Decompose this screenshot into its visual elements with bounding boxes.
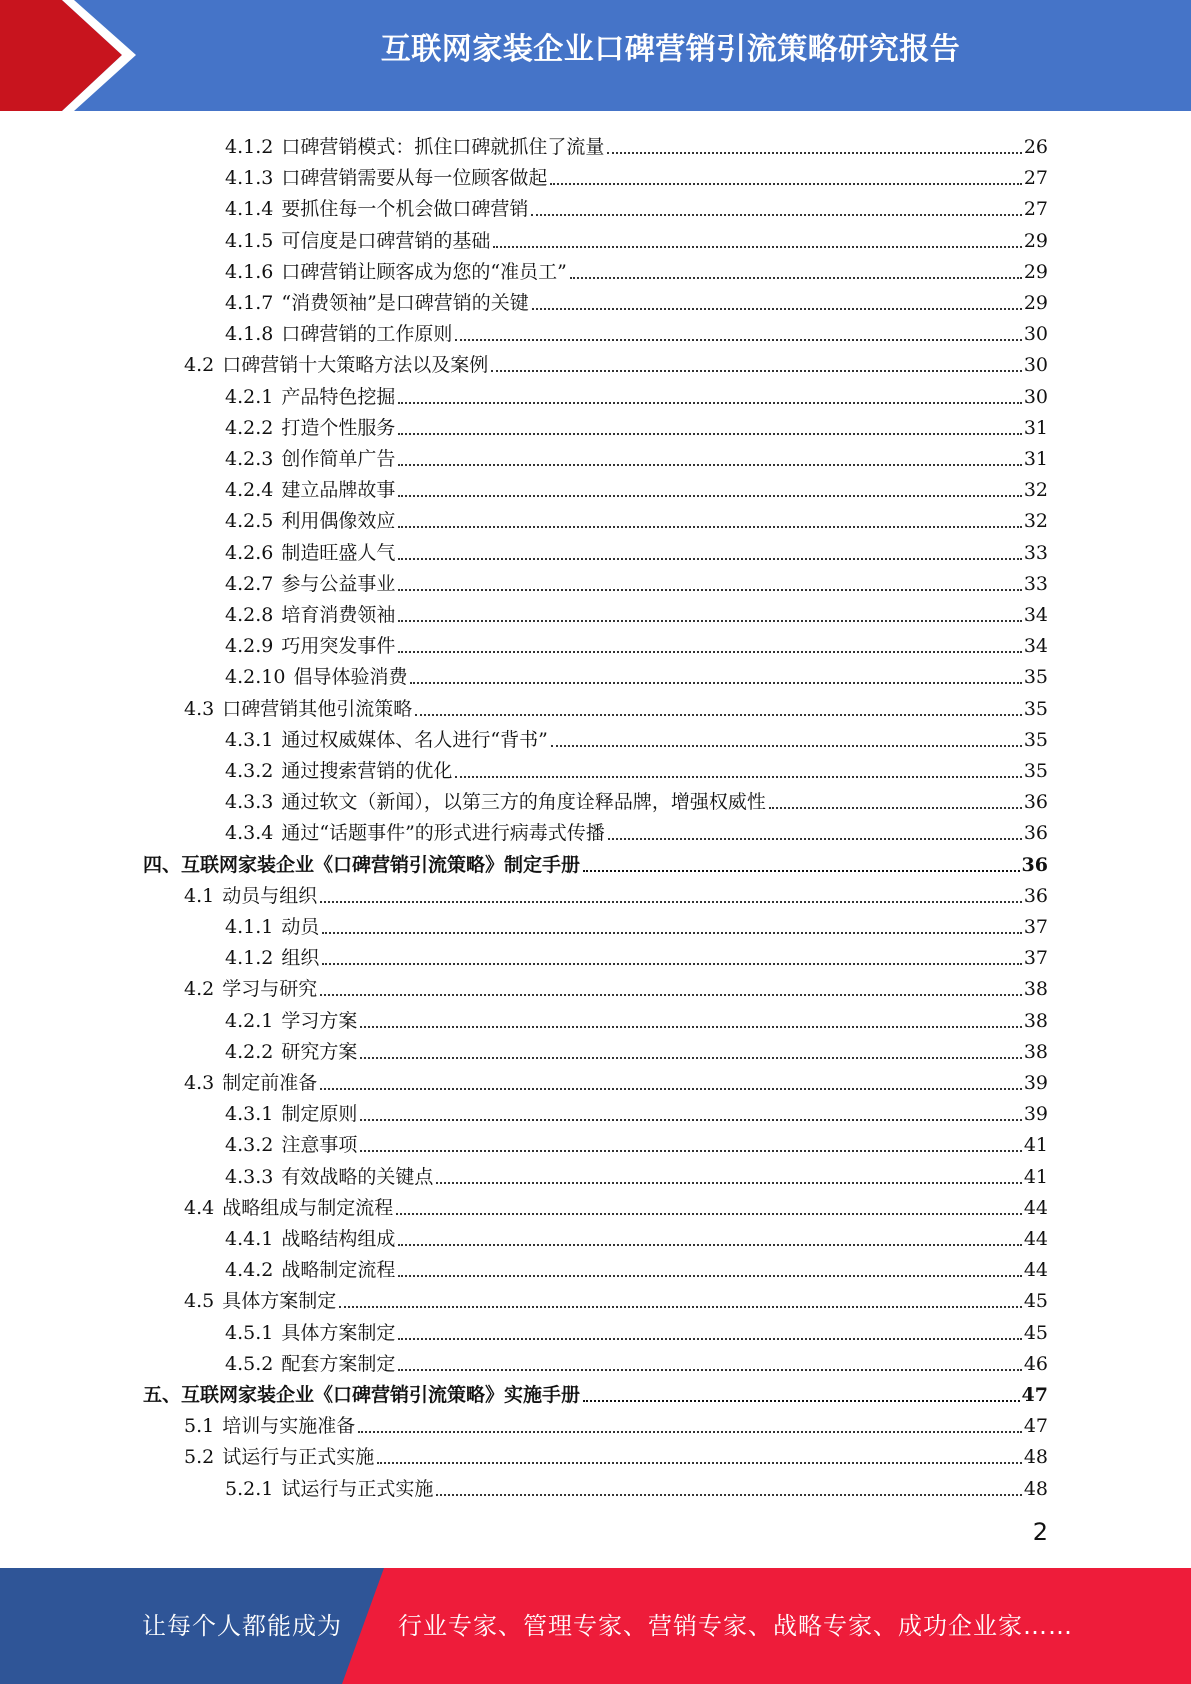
toc-entry-page: 34 xyxy=(1023,635,1048,658)
toc-entry-page: 36 xyxy=(1023,822,1048,845)
toc-entry-title: 学习与研究 xyxy=(222,978,318,1001)
toc-entry-number: 4.2.2 xyxy=(225,416,274,439)
toc-dot-leader xyxy=(531,214,1021,216)
toc-entry-number: 4.3.1 xyxy=(225,1103,274,1126)
toc-entry[interactable] xyxy=(225,253,1048,284)
toc-entry-page: 44 xyxy=(1023,1228,1048,1250)
toc-entry-title: 注意事项 xyxy=(281,1134,358,1157)
toc-entry[interactable] xyxy=(184,877,1048,908)
toc-entry[interactable] xyxy=(225,627,1048,658)
toc-entry[interactable] xyxy=(225,565,1048,596)
toc-dot-leader xyxy=(320,901,1022,903)
toc-entry-title: 战略组成与制定流程 xyxy=(222,1196,394,1219)
toc-entry-number: 5.2.1 xyxy=(225,1477,274,1500)
toc-entry-title: 口碑营销十大策略方法以及案例 xyxy=(222,354,489,377)
toc-entry[interactable] xyxy=(184,1064,1048,1095)
toc-entry-number: 4.3.2 xyxy=(225,1134,274,1157)
toc-entry-title: 动员 xyxy=(281,916,320,938)
toc-entry[interactable] xyxy=(225,502,1048,533)
toc-dot-leader xyxy=(398,620,1021,622)
toc-dot-leader xyxy=(398,402,1021,404)
toc-entry-page: 30 xyxy=(1023,354,1048,377)
toc-entry-title: 利用偶像效应 xyxy=(281,510,396,533)
toc-entry-title: 具体方案制定 xyxy=(281,1321,396,1344)
toc-entry-number: 4.2.8 xyxy=(225,604,274,626)
toc-dot-leader xyxy=(398,558,1021,560)
toc-entry[interactable] xyxy=(225,596,1048,627)
toc-entry-title: 口碑营销其他引流策略 xyxy=(222,697,413,720)
toc-dot-leader xyxy=(583,1400,1020,1402)
toc-entry-title: 口碑营销让顾客成为您的“准员工” xyxy=(281,260,567,283)
toc-entry-title: 打造个性服务 xyxy=(281,416,396,439)
footer-slogan-left: 让每个人都能成为 xyxy=(142,1612,342,1640)
toc-dot-leader xyxy=(551,745,1022,747)
toc-entry[interactable] xyxy=(225,783,1048,814)
toc-entry-number: 4.5 xyxy=(184,1290,215,1313)
toc-entry[interactable] xyxy=(225,534,1048,565)
toc-entry[interactable] xyxy=(225,128,1048,159)
toc-entry-page: 32 xyxy=(1023,510,1048,533)
toc-entry-page: 48 xyxy=(1023,1446,1048,1469)
toc-entry-title: 研究方案 xyxy=(281,1040,358,1063)
toc-entry-page: 38 xyxy=(1023,1040,1048,1063)
toc-dot-leader xyxy=(455,339,1021,341)
toc-dot-leader xyxy=(398,433,1021,435)
toc-entry[interactable] xyxy=(184,346,1048,377)
toc-entry-page: 30 xyxy=(1023,385,1048,408)
toc-entry-title: 试运行与正式实施 xyxy=(222,1446,375,1469)
toc-entry-title: 制定原则 xyxy=(281,1103,358,1126)
toc-entry[interactable] xyxy=(225,1002,1048,1033)
toc-dot-leader xyxy=(570,277,1022,279)
toc-dot-leader xyxy=(491,370,1022,372)
toc-entry[interactable] xyxy=(225,752,1048,783)
toc-dot-leader xyxy=(398,651,1021,653)
toc-dot-leader xyxy=(339,1306,1022,1308)
toc-entry-number: 4.1.7 xyxy=(225,292,274,314)
toc-entry-page: 37 xyxy=(1023,916,1048,938)
toc-dot-leader xyxy=(320,994,1022,996)
toc-entry[interactable] xyxy=(225,222,1048,253)
toc-entry[interactable] xyxy=(225,1345,1048,1376)
toc-entry[interactable] xyxy=(225,1126,1048,1157)
toc-entry-page: 33 xyxy=(1023,572,1048,595)
toc-dot-leader xyxy=(398,1244,1021,1246)
header-arrow-decoration xyxy=(0,0,150,111)
toc-dot-leader xyxy=(377,1462,1022,1464)
toc-entry-number: 4.3.1 xyxy=(225,728,274,751)
toc-entry-page: 29 xyxy=(1023,260,1048,283)
toc-dot-leader xyxy=(398,464,1021,466)
toc-dot-leader xyxy=(398,1369,1021,1371)
page-header xyxy=(0,0,1191,111)
toc-entry-page: 34 xyxy=(1023,604,1048,626)
toc-entry-number: 4.1.6 xyxy=(225,260,274,283)
toc-entry-title: 要抓住每一个机会做口碑营销 xyxy=(281,198,529,221)
toc-entry-page: 38 xyxy=(1023,978,1048,1001)
toc-entry[interactable] xyxy=(225,378,1048,409)
toc-entry-number: 4.1.5 xyxy=(225,229,274,252)
toc-entry-number: 4.3.2 xyxy=(225,760,274,782)
toc-entry[interactable] xyxy=(225,1095,1048,1126)
toc-entry-number: 4.1 xyxy=(184,884,215,907)
toc-entry-number: 4.2.3 xyxy=(225,448,274,470)
toc-dot-leader xyxy=(436,1494,1021,1496)
toc-entry[interactable] xyxy=(225,1314,1048,1345)
toc-entry-number: 4.1.2 xyxy=(225,947,274,970)
toc-entry[interactable] xyxy=(225,1470,1048,1501)
toc-entry-page: 29 xyxy=(1023,292,1048,314)
toc-entry[interactable] xyxy=(225,409,1048,440)
toc-entry-title: 通过搜索营销的优化 xyxy=(281,760,453,782)
toc-entry-page: 37 xyxy=(1023,947,1048,970)
toc-entry-title: 创作简单广告 xyxy=(281,448,396,470)
toc-entry-number: 4.2.1 xyxy=(225,385,274,408)
toc-dot-leader xyxy=(322,932,1021,934)
toc-entry-title: 具体方案制定 xyxy=(222,1290,337,1313)
toc-entry-page: 45 xyxy=(1023,1290,1048,1313)
toc-entry-title: 制定前准备 xyxy=(222,1072,318,1094)
toc-entry-number: 4.3 xyxy=(184,697,215,720)
toc-entry-number: 4.5.2 xyxy=(225,1352,274,1375)
toc-entry-number: 4.2.9 xyxy=(225,635,274,658)
toc-entry-title: 可信度是口碑营销的基础 xyxy=(281,229,491,252)
toc-entry[interactable] xyxy=(225,814,1048,845)
toc-dot-leader xyxy=(398,589,1021,591)
toc-entry[interactable] xyxy=(184,1282,1048,1313)
toc-entry-title: 五、互联网家装企业《口碑营销引流策略》实施手册 xyxy=(143,1384,581,1406)
toc-entry-number: 4.2.6 xyxy=(225,541,274,564)
toc-entry-number: 4.2.4 xyxy=(225,479,274,502)
toc-entry-page: 36 xyxy=(1023,884,1048,907)
toc-dot-leader xyxy=(436,1182,1021,1184)
toc-entry-number: 4.4.1 xyxy=(225,1228,274,1250)
toc-entry[interactable] xyxy=(143,1376,1048,1407)
toc-entry-title: 口碑营销的工作原则 xyxy=(281,323,453,346)
toc-entry-number: 4.3.3 xyxy=(225,791,274,814)
toc-entry-page: 39 xyxy=(1023,1103,1048,1126)
toc-entry-page: 35 xyxy=(1023,728,1048,751)
toc-entry-title: 试运行与正式实施 xyxy=(281,1477,434,1500)
toc-entry[interactable] xyxy=(225,159,1048,190)
toc-entry-page: 36 xyxy=(1023,791,1048,814)
toc-entry-page: 38 xyxy=(1023,1009,1048,1032)
toc-entry-title: 四、互联网家装企业《口碑营销引流策略》制定手册 xyxy=(143,853,581,876)
toc-dot-leader xyxy=(360,1150,1021,1152)
toc-entry-page: 45 xyxy=(1023,1321,1048,1344)
toc-entry-title: 倡导体验消费 xyxy=(293,666,408,689)
toc-entry[interactable] xyxy=(184,1189,1048,1220)
page-footer xyxy=(0,1568,1191,1684)
toc-entry[interactable] xyxy=(225,1158,1048,1189)
toc-dot-leader xyxy=(493,246,1021,248)
toc-dot-leader xyxy=(410,682,1021,684)
toc-entry-number: 5.2 xyxy=(184,1446,215,1469)
toc-entry[interactable] xyxy=(225,471,1048,502)
toc-entry-number: 4.3 xyxy=(184,1072,215,1094)
toc-entry-number: 4.1.8 xyxy=(225,323,274,346)
toc-entry-number: 4.2 xyxy=(184,978,215,1001)
toc-entry-page: 29 xyxy=(1023,229,1048,252)
toc-entry[interactable] xyxy=(225,440,1048,471)
toc-entry-number: 4.2.10 xyxy=(225,666,286,689)
toc-entry-page: 41 xyxy=(1023,1134,1048,1157)
toc-entry[interactable] xyxy=(143,846,1048,877)
toc-entry-title: 巧用突发事件 xyxy=(281,635,396,658)
toc-entry-title: 通过软文（新闻），以第三方的角度诠释品牌，增强权威性 xyxy=(281,791,766,814)
toc-entry-title: 配套方案制定 xyxy=(281,1352,396,1375)
toc-entry-number: 4.1.4 xyxy=(225,198,274,221)
header-title: 互联网家装企业口碑营销引流策略研究报告 xyxy=(380,32,961,67)
toc-dot-leader xyxy=(583,870,1020,872)
toc-entry-title: “消费领袖”是口碑营销的关键 xyxy=(281,292,529,314)
toc-entry-number: 4.2.5 xyxy=(225,510,274,533)
toc-entry-title: 培训与实施准备 xyxy=(222,1415,356,1438)
toc-entry-title: 建立品牌故事 xyxy=(281,479,396,502)
toc-entry[interactable] xyxy=(225,658,1048,689)
toc-entry[interactable] xyxy=(225,939,1048,970)
footer-slogan-right: 行业专家、管理专家、营销专家、战略专家、成功企业家…… xyxy=(398,1612,1073,1640)
toc-entry-number: 4.2.1 xyxy=(225,1009,274,1032)
toc-entry-page: 35 xyxy=(1023,666,1048,689)
toc-entry-number: 4.3.4 xyxy=(225,822,274,845)
toc-entry-page: 44 xyxy=(1023,1196,1048,1219)
toc-dot-leader xyxy=(455,776,1021,778)
toc-dot-leader xyxy=(398,1338,1021,1340)
toc-dot-leader xyxy=(358,1431,1022,1433)
toc-dot-leader xyxy=(550,183,1021,185)
toc-entry[interactable] xyxy=(184,970,1048,1001)
page-number: 2 xyxy=(1032,1518,1048,1546)
toc-entry-page: 27 xyxy=(1023,198,1048,221)
toc-entry-title: 制造旺盛人气 xyxy=(281,541,396,564)
toc-entry-title: 有效战略的关键点 xyxy=(281,1165,434,1188)
toc-entry-number: 4.5.1 xyxy=(225,1321,274,1344)
toc-entry-number: 4.1.2 xyxy=(225,136,274,158)
toc-dot-leader xyxy=(532,308,1022,310)
toc-dot-leader xyxy=(398,526,1021,528)
toc-entry-number: 4.2.7 xyxy=(225,572,274,595)
toc-entry-title: 口碑营销模式：抓住口碑就抓住了流量 xyxy=(281,136,605,158)
toc-dot-leader xyxy=(398,495,1021,497)
toc-entry-page: 30 xyxy=(1023,323,1048,346)
toc-entry-title: 培育消费领袖 xyxy=(281,604,396,626)
toc-entry-title: 动员与组织 xyxy=(222,884,318,907)
toc-entry-title: 参与公益事业 xyxy=(281,572,396,595)
toc-entry-title: 产品特色挖掘 xyxy=(281,385,396,408)
toc-entry[interactable] xyxy=(225,721,1048,752)
toc-entry-title: 通过权威媒体、名人进行“背书” xyxy=(281,728,548,751)
toc-entry-number: 4.4.2 xyxy=(225,1259,274,1282)
toc-dot-leader xyxy=(396,1213,1022,1215)
toc-dot-leader xyxy=(320,1088,1022,1090)
toc-entry-number: 4.4 xyxy=(184,1196,215,1219)
toc-dot-leader xyxy=(322,963,1021,965)
toc-entry[interactable] xyxy=(225,1251,1048,1282)
toc-entry[interactable] xyxy=(225,315,1048,346)
toc-dot-leader xyxy=(607,152,1021,154)
toc-dot-leader xyxy=(398,1275,1021,1277)
toc-entry-page: 48 xyxy=(1023,1477,1048,1500)
toc-entry-page: 41 xyxy=(1023,1165,1048,1188)
toc-entry-page: 27 xyxy=(1023,167,1048,190)
toc-entry[interactable] xyxy=(184,1438,1048,1469)
toc-entry-number: 5.1 xyxy=(184,1415,215,1438)
toc-entry-title: 战略结构组成 xyxy=(281,1228,396,1250)
toc-entry-number: 4.1.3 xyxy=(225,167,274,190)
toc-entry-page: 31 xyxy=(1023,448,1048,470)
toc-dot-leader xyxy=(360,1057,1021,1059)
toc-entry-page: 31 xyxy=(1023,416,1048,439)
toc-entry-page: 32 xyxy=(1023,479,1048,502)
toc-entry[interactable] xyxy=(225,190,1048,221)
toc-entry[interactable] xyxy=(225,1220,1048,1251)
toc-entry-title: 口碑营销需要从每一位顾客做起 xyxy=(281,167,548,190)
toc-entry[interactable] xyxy=(225,284,1048,315)
toc-entry-number: 4.2 xyxy=(184,354,215,377)
toc-dot-leader xyxy=(360,1119,1021,1121)
toc-entry-page: 35 xyxy=(1023,697,1048,720)
toc-dot-leader xyxy=(608,838,1022,840)
toc-entry[interactable] xyxy=(225,1033,1048,1064)
toc-dot-leader xyxy=(360,1026,1021,1028)
toc-entry-title: 组织 xyxy=(281,947,320,970)
toc-entry-title: 战略制定流程 xyxy=(281,1259,396,1282)
toc-entry-page: 47 xyxy=(1021,1384,1048,1406)
toc-entry-number: 4.1.1 xyxy=(225,916,274,938)
toc-entry-page: 44 xyxy=(1023,1259,1048,1282)
toc-entry-page: 39 xyxy=(1023,1072,1048,1094)
toc-entry-page: 47 xyxy=(1023,1415,1048,1438)
toc-entry-number: 4.3.3 xyxy=(225,1165,274,1188)
toc-entry[interactable] xyxy=(225,908,1048,939)
toc-entry-title: 学习方案 xyxy=(281,1009,358,1032)
toc-entry-page: 46 xyxy=(1023,1352,1048,1375)
toc-entry-page: 33 xyxy=(1023,541,1048,564)
toc-entry-page: 35 xyxy=(1023,760,1048,782)
toc-entry[interactable] xyxy=(184,690,1048,721)
toc-entry-page: 26 xyxy=(1023,136,1048,158)
toc-entry-page: 36 xyxy=(1021,853,1048,876)
toc-entry-title: 通过“话题事件”的形式进行病毒式传播 xyxy=(281,822,605,845)
toc-entry-number: 4.2.2 xyxy=(225,1040,274,1063)
toc-dot-leader xyxy=(415,714,1022,716)
toc-entry[interactable] xyxy=(184,1407,1048,1438)
toc-dot-leader xyxy=(769,807,1022,809)
